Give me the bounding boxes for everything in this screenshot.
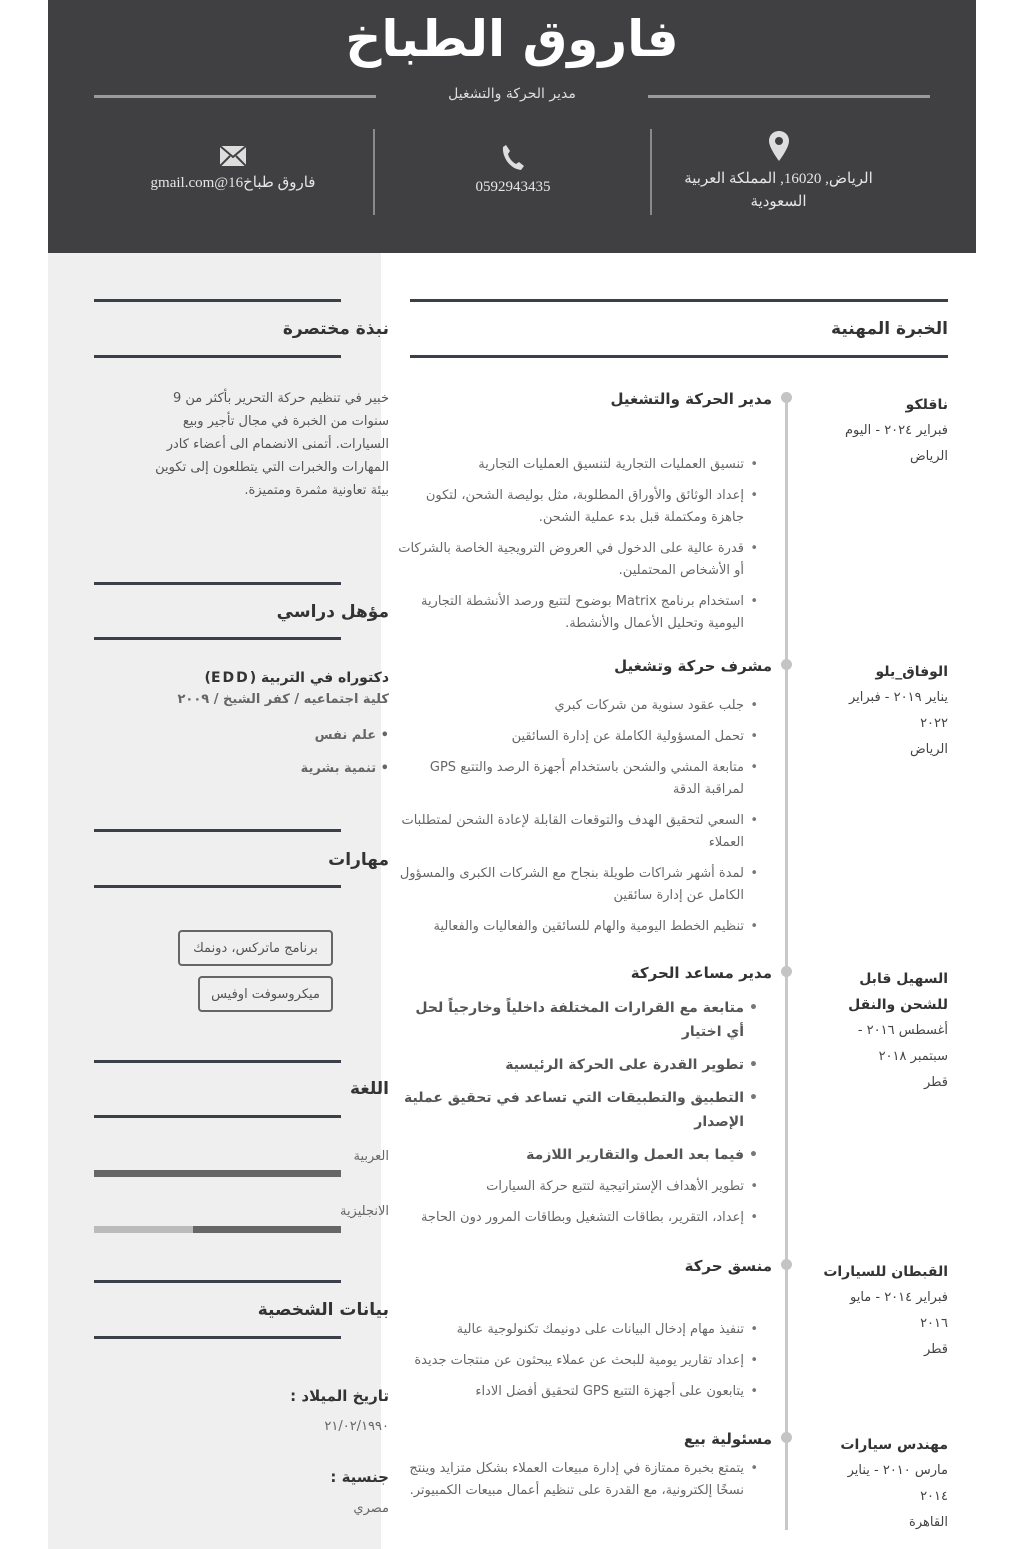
skill-tag: ميكروسوفت اوفيس: [198, 976, 333, 1012]
title-row: [94, 86, 930, 106]
timeline-dot: [781, 966, 792, 977]
divider: [94, 885, 341, 888]
divider: [94, 1115, 341, 1118]
job-dates: فبراير ٢٠١٤ - مايو: [849, 1290, 948, 1305]
job-dates: ٢٠٢٢: [920, 716, 948, 731]
phone-text[interactable]: 0592943435: [475, 179, 551, 195]
job-title: مدير الحركة والتشغيل: [448, 86, 576, 102]
company-name: الوفاق_يلو: [875, 664, 948, 680]
job-company-block: [808, 1432, 948, 1536]
job-city: قطر: [923, 1075, 948, 1090]
company-name: مهندس سيارات: [840, 1437, 948, 1453]
divider: [410, 355, 948, 358]
contact-location: [661, 130, 896, 214]
job-bullets: [398, 996, 758, 1238]
skills-heading: مهارات: [328, 850, 389, 870]
job-role: مشرف حركة وتشغيل: [614, 657, 772, 675]
list-item: • لمدة أشهر شراكات طويلة بنجاح مع الشركات الكبرى والمسؤول الكامل عن إدارة سائقين: [398, 863, 758, 907]
list-item: • يتابعون على أجهزة التتبع GPS لتحقيق أفضل الاداء: [398, 1381, 758, 1403]
job-bullets: [398, 695, 758, 947]
divider: [94, 582, 341, 585]
job-city: قطر: [923, 1342, 948, 1357]
dob-value: ٢١/٠٢/١٩٩٠: [324, 1419, 389, 1434]
job-dates: أغسطس ٢٠١٦ -: [857, 1023, 948, 1038]
job-role: منسق حركة: [684, 1257, 772, 1275]
divider: [94, 355, 341, 358]
list-item: • التطبيق والتطبيقات التي تساعد في تحقيق عملية الإصدار: [398, 1086, 758, 1134]
list-item: • إعداد تقارير يومية للبحث عن عملاء يبحثون عن منتجات جديدة: [398, 1350, 758, 1372]
map-pin-icon: [768, 130, 790, 162]
job-company-block: [808, 1259, 948, 1363]
nationality-label: جنسية :: [330, 1468, 389, 1486]
divider: [94, 1060, 341, 1063]
list-item: • تنفيذ مهام إدخال البيانات على دونيمك تكنولوجية عالية: [398, 1319, 758, 1341]
email-text[interactable]: فاروق طباخ16@gmail.com: [150, 175, 316, 191]
company-name: السهيل قابل للشحن والنقل: [848, 971, 948, 1013]
job-bullets: [398, 454, 758, 644]
list-item: • قدرة عالية على الدخول في العروض الترويجية الخاصة بالشركات أو الأشخاص المحتملين.: [398, 538, 758, 582]
job-company-block: [808, 966, 948, 1096]
list-item: • إعداد، التقرير، بطاقات التشغيل وبطاقات المرور دون الحاجة: [398, 1207, 758, 1229]
list-item: • إعداد الوثائق والأوراق المطلوبة، مثل بوليصة الشحن، لتكون جاهزة ومكتملة قبل بدء عملية الشحن.: [398, 485, 758, 529]
skill-tag: برنامج ماتركس، دونمك: [178, 930, 333, 966]
divider: [373, 129, 375, 215]
language-level-fill: [94, 1170, 341, 1177]
job-city: الرياض: [909, 742, 948, 757]
nationality-value: مصري: [353, 1501, 389, 1516]
phone-icon: [501, 144, 525, 170]
degree: دكتوراه في التربية (EDD): [204, 670, 389, 686]
timeline-dot: [781, 1259, 792, 1270]
experience-heading: الخبرة المهنية: [831, 319, 948, 339]
divider: [650, 129, 652, 215]
list-item: • متابعة مع القرارات المختلفة داخلياً وخارجياً لحل أي اختيار: [398, 996, 758, 1044]
divider: [94, 829, 341, 832]
job-dates: فبراير ٢٠٢٤ - اليوم: [844, 423, 948, 438]
summary-heading: نبذة مختصرة: [282, 319, 389, 339]
timeline-dot: [781, 1432, 792, 1443]
list-item: • تحمل المسؤولية الكاملة عن إدارة السائقين: [398, 726, 758, 748]
job-city: القاهرة: [909, 1515, 948, 1530]
job-city: الرياض: [909, 449, 948, 464]
contact-email: [103, 130, 363, 195]
divider: [94, 637, 341, 640]
job-bullets: [398, 1319, 758, 1412]
language-name: العربية: [353, 1149, 389, 1164]
contact-phone: [383, 130, 643, 199]
language-heading: اللغة: [349, 1079, 389, 1099]
language-level-fill: [193, 1226, 341, 1233]
language-name: الانجليزية: [339, 1204, 389, 1219]
list-item: • استخدام برنامج Matrix بوضوح لتتبع ورصد الأنشطة التجارية اليومية وتحليل الأعمال والأنشطة.: [398, 591, 758, 635]
job-dates: سبتمبر ٢٠١٨: [878, 1049, 948, 1064]
candidate-name: فاروق الطباخ: [345, 10, 679, 68]
list-item: • تطوير الأهداف الإستراتيجية لتتبع حركة السيارات: [398, 1176, 758, 1198]
job-dates: يناير ٢٠١٩ - فبراير: [848, 690, 948, 705]
list-item: • تنسيق العمليات التجارية لتنسيق العمليات التجارية: [398, 454, 758, 476]
language-level-bar: [94, 1170, 341, 1177]
job-dates: ٢٠١٤: [920, 1489, 948, 1504]
timeline-line: [785, 395, 788, 1530]
envelope-icon: [220, 146, 246, 166]
job-role: مسئولية بيع: [683, 1430, 772, 1448]
summary-text: خبير في تنظيم حركة التحرير بأكثر من 9 سنوات من الخبرة في مجال تأجير وبيع السيارات. أتمنى الانضمام الى أعضاء كادر المهارات والخبرات التي يتطلعون إلى تكوين بيئة تعاونية مثمرة ومتميزة.: [155, 391, 389, 498]
education-heading: مؤهل دراسي: [276, 602, 389, 622]
divider: [94, 1336, 341, 1339]
list-item: • متابعة المشي والشحن باستخدام أجهزة الرصد والتتبع GPS لمراقبة الدقة: [398, 757, 758, 801]
dob-label: تاريخ الميلاد :: [290, 1387, 389, 1405]
company-name: ناقلكو: [905, 397, 948, 413]
resume-header: [48, 0, 976, 253]
company-name: القبطان للسيارات: [823, 1264, 948, 1280]
list-item: • تطوير القدرة على الحركة الرئيسية: [398, 1053, 758, 1077]
school: كلية اجتماعيه / كفر الشيخ / ٢٠٠٩: [177, 692, 389, 707]
list-item: • فيما بعد العمل والتقارير اللازمة: [398, 1143, 758, 1167]
list-item: • تنظيم الخطط اليومية والهام للسائقين والفعاليات والفعالية: [398, 916, 758, 938]
list-item: • السعي لتحقيق الهدف والتوقعات القابلة لإعادة الشحن لمتطلبات العملاء: [398, 810, 758, 854]
list-item: • يتمتع بخبرة ممتازة في إدارة مبيعات العملاء بشكل متزايد وينتج نسخًا إلكترونية، مع القدرة على تنظيم أعمال مبيعات الكمبيوتر.: [398, 1458, 758, 1502]
location-text: الرياض, 16020, المملكة العربية السعودية: [684, 171, 873, 210]
divider: [94, 1280, 341, 1283]
job-company-block: [808, 392, 948, 470]
divider: [410, 299, 948, 302]
job-dates: مارس ٢٠١٠ - يناير: [847, 1463, 948, 1478]
divider: [94, 299, 341, 302]
job-role: مدير مساعد الحركة: [630, 964, 772, 982]
language-level-bar: [94, 1226, 341, 1233]
list-item: • جلب عقود سنوية من شركات كبري: [398, 695, 758, 717]
job-role: مدير الحركة والتشغيل: [610, 390, 772, 408]
job-bullets: [398, 1458, 758, 1511]
timeline-dot: [781, 392, 792, 403]
education-item: • تنمية بشرية: [300, 761, 389, 776]
education-item: • علم نفس: [314, 728, 389, 743]
job-company-block: [808, 659, 948, 763]
job-dates: ٢٠١٦: [920, 1316, 948, 1331]
timeline-dot: [781, 659, 792, 670]
personal-heading: بيانات الشخصية: [257, 1300, 389, 1320]
